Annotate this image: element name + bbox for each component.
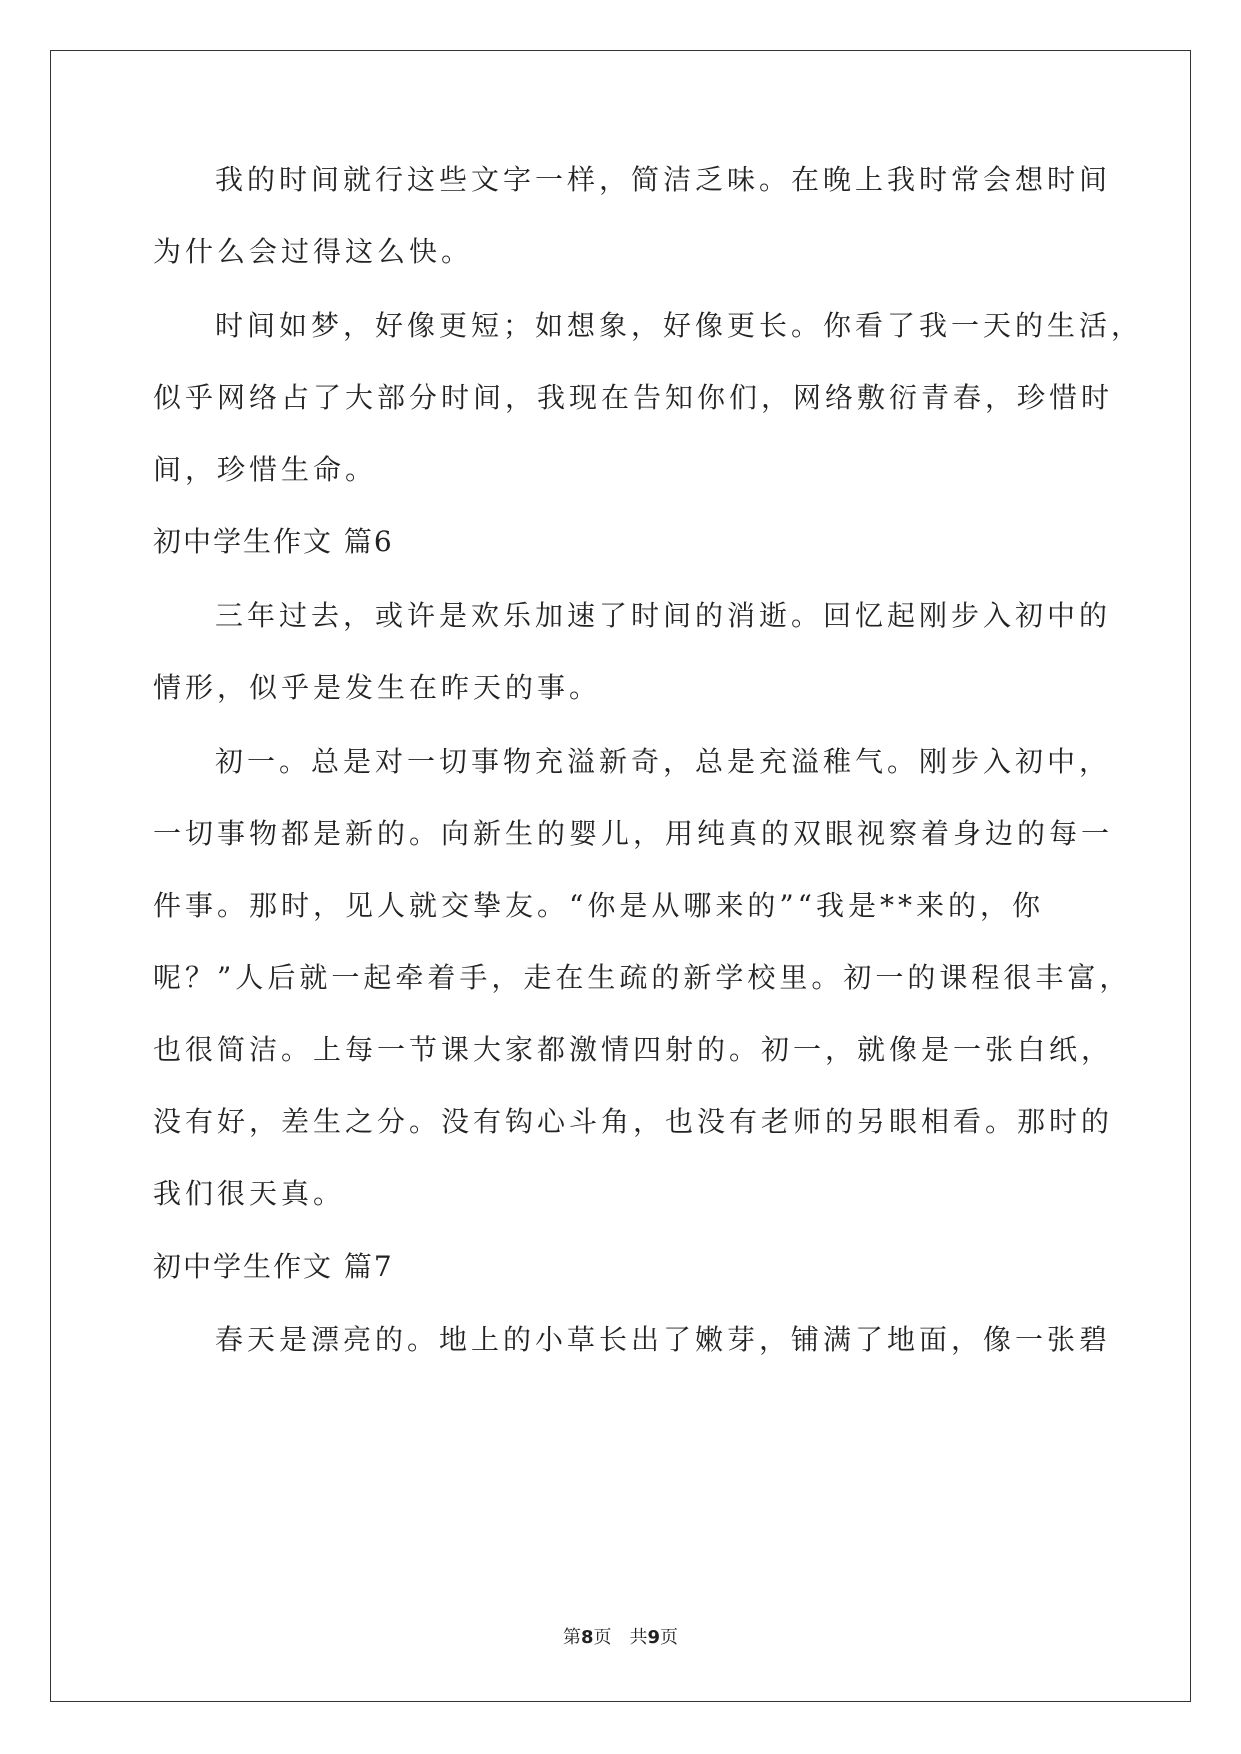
page-prefix: 第: [562, 1627, 581, 1648]
paragraph-line: 为什么会过得这么快。: [153, 235, 474, 268]
paragraph-line: 呢？”人后就一起牵着手，走在生疏的新学校里。初一的课程很丰富，: [153, 961, 1132, 994]
paragraph-line: 三年过去，或许是欢乐加速了时间的消逝。回忆起刚步入初中的: [215, 599, 1112, 632]
paragraph-line: 我们很天真。: [153, 1177, 346, 1210]
paragraph-line: 时间如梦，好像更短；如想象，好像更长。你看了我一天的生活，: [215, 309, 1144, 342]
section-heading: 初中学生作文 篇7: [153, 1250, 394, 1283]
paragraph-line: 情形，似乎是发生在昨天的事。: [153, 671, 602, 704]
paragraph-line: 我的时间就行这些文字一样，简洁乏味。在晚上我时常会想时间: [215, 163, 1112, 196]
current-page-number: 8: [580, 1627, 594, 1648]
paragraph-line: 间，珍惜生命。: [153, 453, 378, 486]
total-suffix: 页: [660, 1627, 679, 1648]
total-prefix: 共: [629, 1627, 648, 1648]
paragraph-line: 似乎网络占了大部分时间，我现在告知你们，网络敷衍青春，珍惜时: [153, 381, 1114, 414]
paragraph-line: 没有好，差生之分。没有钩心斗角，也没有老师的另眼相看。那时的: [153, 1105, 1114, 1138]
page-suffix: 页: [593, 1627, 612, 1648]
paragraph-line: 初一。总是对一切事物充溢新奇，总是充溢稚气。刚步入初中，: [215, 745, 1112, 778]
paragraph-line: 春天是漂亮的。地上的小草长出了嫩芽，铺满了地面，像一张碧: [215, 1323, 1112, 1356]
page-footer: [0, 1626, 1241, 1650]
total-page-number: 9: [647, 1627, 661, 1648]
paragraph-line: 一切事物都是新的。向新生的婴儿，用纯真的双眼视察着身边的每一: [153, 817, 1114, 850]
section-heading: 初中学生作文 篇6: [153, 525, 394, 558]
paragraph-line: 也很简洁。上每一节课大家都激情四射的。初一，就像是一张白纸，: [153, 1033, 1114, 1066]
paragraph-line: 件事。那时，见人就交挚友。“你是从哪来的”“我是**来的，你: [153, 889, 1044, 922]
page-border: [50, 50, 1191, 1702]
